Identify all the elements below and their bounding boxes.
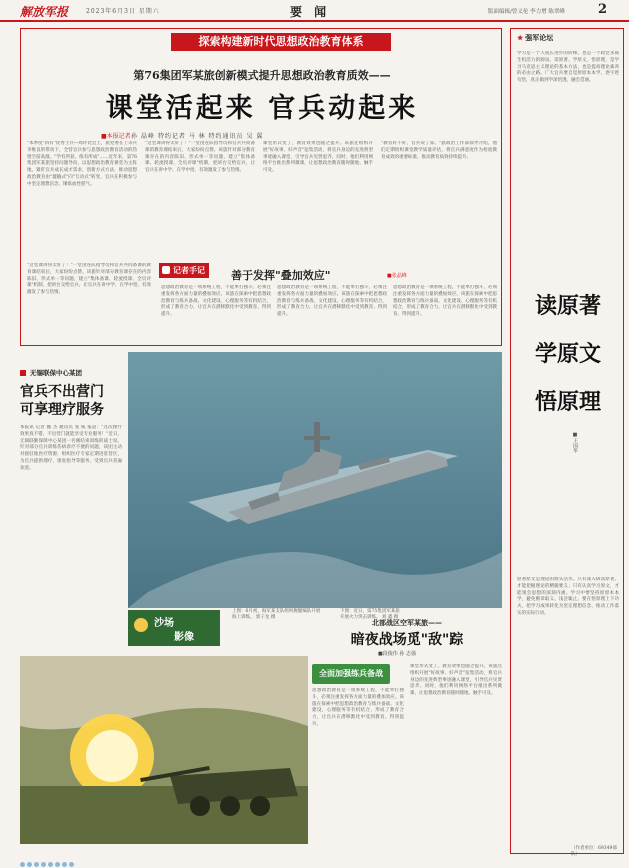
- dot-icon: [62, 862, 67, 867]
- feature-body-col2: "这堂课讲得太好了！"一堂由连队指导员和官兵共同备课的教育课结束后，大家纷纷点赞。该旅针对部分教育课存在的内容陈旧、形式单一等问题，建立"集体备课、轮流授课、全员评课"机制，把讲台交给官兵，让官兵在讲中学、在学中悟，有效激发了参与热情。: [145, 141, 255, 174]
- feature-body-col4: "教育好不好，官兵说了算。"旅政治工作部领导介绍，他们定期组织课堂教学质量评估，将官兵满意度作为检验教育成效的重要标准，推动教育质效持续提升。: [381, 141, 497, 160]
- column-label: [517, 33, 553, 43]
- night-ops-byline: ■段俊伟 孙 志强: [378, 651, 416, 657]
- commentary-body-col2: 思想政治教育是一项系统工程，不能单打独斗，必须注重发挥各方面力量的叠加效应。该旅在探索中把思想政治教育与练兵备战、文化建设、心理服务等有机结合，形成了教育合力，让官兵在潜移默化中受到教育、得到提升。: [277, 285, 387, 318]
- training-tag: 全面加强练兵备战: [312, 664, 390, 684]
- feature-byline-names: 孙 晶峰 特约记者 马 林 特约通讯员 吴 翼: [131, 133, 264, 140]
- star-icon: ★: [517, 33, 524, 42]
- column-title-line1: 读原著: [534, 293, 601, 319]
- feature-banner: 探索构建新时代思想政治教育体系: [171, 33, 391, 51]
- dot-icon: [69, 862, 74, 867]
- feature-body-col1: "本季度"四有"优秀士兵—周评比会上，旅党委在上等兵李维良的带动下，全营官兵参与思想政治教育活动的热情空前高涨。"学有所获，练有所成"……近年来，第76集团军某旅坚持问题导向，以思想政治教育课堂为主阵地，紧盯官兵成长成才需求，创新方式方法，推动思想政治教育由"灌输式"向"互动式"转变，官兵在积极参与中坚定理想信念、锤炼血性胆气。: [27, 141, 137, 187]
- column-label-text: 强军论坛: [525, 33, 554, 42]
- column-author: ■王国华: [572, 432, 578, 453]
- column-title-line2: 学原文: [534, 341, 601, 367]
- night-ops-body-col1: 思想政治教育是一项系统工程，不能单打独斗，必须注重发挥各方面力量的叠加效应。该旅在探索中把思想政治教育与练兵备战、文化建设、心理服务等有机结合，形成了教育合力，让官兵在潜移默化中受到教育、得到提升。: [312, 688, 404, 727]
- dot-icon: [55, 862, 60, 867]
- page-decoration-dots: [20, 852, 76, 868]
- dot-icon: [41, 862, 46, 867]
- newspaper-logo: 解放军报: [20, 5, 69, 19]
- photo-section-stamp: [128, 610, 220, 646]
- side-story-org: 无锡联保中心某团: [30, 369, 82, 377]
- night-ops-kicker: 北部战区空军某旅——: [372, 618, 442, 627]
- feature-body-col1-cont: "这堂课讲得太好了！"一堂由连队指导员和官兵共同备课的教育课结束后，大家纷纷点赞。该旅针对部分教育课存在的内容陈旧、形式单一等问题，建立"集体备课、轮流授课、全员评课"机制，把讲台交给官兵，让官兵在讲中学、在学中悟，有效激发了参与热情。: [27, 263, 151, 296]
- stamp-line2: 影像: [174, 632, 194, 643]
- feature-article: [20, 28, 502, 346]
- flower-icon: [134, 618, 148, 632]
- issue-date: 2023年6月3日 星期六: [86, 8, 160, 15]
- masthead: [0, 0, 629, 22]
- photo-caption-bottom: 下图：近日，第75集团军某旅开展火力突击训练。 刘 鑫 摄: [340, 609, 400, 620]
- dot-icon: [20, 862, 25, 867]
- feature-kicker: 第76集团军某旅创新模式提升思想政治教育质效——: [133, 69, 391, 82]
- commentary-headline: 善于发挥"叠加效应": [231, 269, 331, 282]
- column-body-bottom: 原著原文是理论的源头活水。只有深入研读原著，才能把握理论的精髓要义；只有认真学习原文，才能领会思想的深刻内涵。学习中要坚持原原本本学，避免断章取义、浅尝辄止。要在悟原理上下功夫，把学习成果转化为坚定理想信念、推动工作落实的实际行动。: [517, 577, 619, 616]
- page-editors: 版面编辑/曾义伦 李力增 陈翠峰: [488, 9, 565, 15]
- feature-byline-label: ■本报记者: [101, 133, 131, 140]
- feature-body-col3: 课堂形式变了，教育效果也随之提升。该旅还组织开展"好故事、好声音"征集活动，将官兵身边的先进典型事迹融入课堂，引导官兵见贤思齐。同时，他们利用网络平台推出系列微课，让思想政治教育随时随地、触手可及。: [263, 141, 373, 174]
- column-body-top: 学习是一个人成长进步的阶梯，也是一个政党永葆生机活力的源泉。读原著、学原文、悟原理，是学习马克思主义理论的基本方法，也是提高理论素养的必由之路。广大官兵要自觉原原本本学、逐字逐句悟，真正做到学深悟透、融会贯通。: [517, 51, 619, 84]
- side-story: [20, 368, 122, 641]
- night-ops-headline: 暗夜战场觅"敌"踪: [350, 632, 464, 648]
- feature-headline: 课堂活起来 官兵动起来: [105, 93, 419, 124]
- commentary-body-col3: 思想政治教育是一项系统工程，不能单打独斗，必须注重发挥各方面力量的叠加效应。该旅在探索中把思想政治教育与练兵备战、文化建设、心理服务等有机结合，形成了教育合力，让官兵在潜移默化中受到教育、得到提升。: [393, 285, 497, 318]
- artillery-illustration: [20, 656, 308, 844]
- dot-icon: [27, 862, 32, 867]
- photo-caption-top: 上图：6月初，海军某支队组织舰艇编队开展海上训练。 郭子龙 摄: [232, 609, 321, 620]
- artillery-photo: [20, 656, 308, 844]
- commentary-author: ■张晶峰: [387, 273, 407, 279]
- night-ops-body-col2: 课堂形式变了，教育效果也随之提升。该旅还组织开展"好故事、好声音"征集活动，将官兵身边的先进典型事迹融入课堂，引导官兵见贤思齐。同时，他们利用网络平台推出系列微课，让思想政治教育随时随地、触手可及。: [410, 664, 502, 697]
- column-title: [533, 291, 603, 417]
- warship-photo: [128, 352, 502, 608]
- section-title: 要 闻: [290, 5, 331, 19]
- warship-illustration: [128, 352, 502, 608]
- column-article: [510, 28, 624, 857]
- commentary-label: 记者手记: [159, 263, 209, 278]
- column-footer: （作者单位：69349部队）: [571, 846, 617, 857]
- stamp-line1: 沙场: [154, 618, 174, 629]
- side-story-headline: 官兵不出营门 可享理疗服务: [20, 384, 104, 418]
- dot-icon: [34, 862, 39, 867]
- dot-icon: [48, 862, 53, 867]
- column-title-line3: 悟原理: [534, 389, 601, 415]
- side-story-body: 本报讯 记者 魏 杰 通讯员 张 威 报道："这次理疗效果真不错，不出营门就能享受专业服务！"近日，无锡联勤保障中心某团一名刚结束训练的战士说。针对部分官兵训练伤病诊疗不便的问题，该团主动对接驻地医疗资源，组织医疗专家定期进驻营区，为官兵提供理疗、康复指导等服务，受到官兵普遍欢迎。: [20, 425, 122, 471]
- commentary-body-col1: 思想政治教育是一项系统工程，不能单打独斗，必须注重发挥各方面力量的叠加效应。该旅在探索中把思想政治教育与练兵备战、文化建设、心理服务等有机结合，形成了教育合力，让官兵在潜移默化中受到教育、得到提升。: [161, 285, 271, 318]
- page-number: 2: [598, 2, 608, 17]
